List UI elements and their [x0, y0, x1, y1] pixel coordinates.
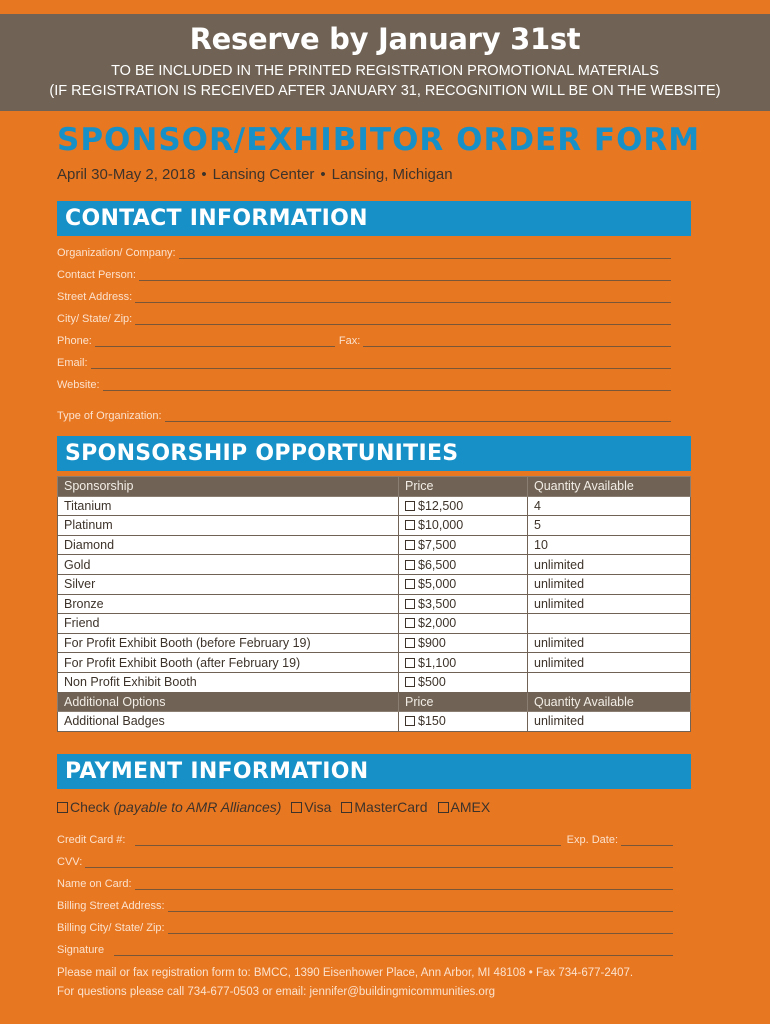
sponsorship-price-cell[interactable] — [399, 516, 528, 536]
table-row — [58, 516, 691, 536]
sponsorship-name-cell — [58, 614, 399, 634]
sponsorship-name-cell-text: Friend — [64, 616, 100, 631]
additional-name-cell-text: Additional Badges — [64, 714, 165, 729]
table-row — [58, 653, 691, 673]
billing-street-label: Billing Street Address: — [57, 900, 165, 912]
sponsorship-price-cell[interactable] — [399, 614, 528, 634]
sponsorship-qty-cell-text: 10 — [534, 538, 548, 553]
sponsorship-qty-cell-text: unlimited — [534, 577, 585, 592]
event-details — [57, 166, 453, 183]
table-row — [58, 633, 691, 653]
billing-city-field[interactable] — [57, 920, 673, 934]
table-row — [58, 496, 691, 516]
org-type-field[interactable] — [57, 408, 671, 422]
street-address-line[interactable] — [135, 293, 671, 303]
checkbox-icon[interactable] — [405, 638, 415, 648]
additional-qty-cell-text: unlimited — [534, 714, 585, 729]
additional-header-row — [58, 692, 691, 712]
credit-card-label: Credit Card #: — [57, 834, 126, 846]
checkbox-icon[interactable] — [405, 658, 415, 668]
table-row — [58, 594, 691, 614]
checkbox-icon[interactable] — [405, 599, 415, 609]
sponsorship-name-cell — [58, 594, 399, 614]
sponsorship-table — [57, 476, 691, 732]
cvv-label: CVV: — [57, 856, 83, 868]
billing-city-label: Billing City/ State/ Zip: — [57, 922, 165, 934]
sponsorship-name-cell — [58, 496, 399, 516]
check-note: (payable to AMR Alliances) — [113, 799, 282, 815]
sponsorship-qty-cell — [528, 633, 691, 653]
sponsorship-price-cell[interactable] — [399, 672, 528, 692]
sponsorship-name-cell-text: Gold — [64, 557, 91, 572]
column-header: Additional Options — [58, 692, 399, 712]
exp-date-line[interactable] — [621, 836, 673, 846]
credit-card-field[interactable] — [57, 832, 673, 846]
sponsorship-price-cell-text: $2,000 — [418, 616, 457, 631]
cvv-field[interactable] — [57, 854, 673, 868]
sponsorship-qty-cell — [528, 516, 691, 536]
city-state-zip-line[interactable] — [135, 315, 671, 325]
banner-title: Reserve by January 31st — [189, 22, 581, 56]
sponsorship-name-cell — [58, 555, 399, 575]
sponsorship-qty-cell — [528, 614, 691, 634]
sponsorship-price-cell-text: $10,000 — [418, 518, 464, 533]
event-venue: Lansing Center — [212, 166, 315, 183]
check-label: Check — [70, 799, 110, 815]
checkbox-icon[interactable] — [438, 802, 449, 813]
sponsorship-heading: SPONSORSHIP OPPORTUNITIES — [57, 436, 691, 471]
table-row — [58, 712, 691, 732]
fax-label: Fax: — [338, 335, 361, 347]
sponsorship-qty-cell — [528, 574, 691, 594]
phone-fax-field[interactable] — [57, 333, 671, 347]
sponsorship-price-cell[interactable] — [399, 594, 528, 614]
sponsorship-name-cell — [58, 516, 399, 536]
sponsorship-qty-cell — [528, 653, 691, 673]
checkbox-icon[interactable] — [405, 501, 415, 511]
payment-methods — [57, 799, 490, 815]
column-header: Quantity Available — [528, 692, 691, 712]
sponsorship-name-cell — [58, 633, 399, 653]
payment-heading: PAYMENT INFORMATION — [57, 754, 691, 789]
sponsorship-qty-cell — [528, 535, 691, 555]
separator-dot: • — [320, 166, 326, 183]
additional-name-cell — [58, 712, 399, 732]
website-field[interactable] — [57, 377, 671, 391]
checkbox-icon[interactable] — [341, 802, 352, 813]
name-on-card-line[interactable] — [135, 880, 673, 890]
sponsorship-price-cell-text: $5,000 — [418, 577, 457, 592]
cvv-line[interactable] — [85, 858, 673, 868]
checkbox-icon[interactable] — [405, 560, 415, 570]
email-field[interactable] — [57, 355, 671, 369]
sponsorship-price-cell[interactable] — [399, 574, 528, 594]
table-row — [58, 672, 691, 692]
contact-person-line[interactable] — [139, 271, 671, 281]
signature-field[interactable] — [57, 942, 673, 956]
billing-street-line[interactable] — [168, 902, 673, 912]
checkbox-icon[interactable] — [57, 802, 68, 813]
sponsorship-price-cell-text: $500 — [418, 675, 446, 690]
organization-line[interactable] — [179, 249, 671, 259]
check-option[interactable] — [57, 799, 281, 815]
additional-price-cell[interactable] — [399, 712, 528, 732]
sponsorship-name-cell-text: Platinum — [64, 518, 113, 533]
form-title: SPONSOR/EXHIBITOR ORDER FORM — [57, 122, 701, 158]
credit-card-line[interactable] — [135, 836, 560, 846]
additional-price-cell-text: $150 — [418, 714, 446, 729]
organization-label: Organization/ Company: — [57, 247, 176, 259]
checkbox-icon[interactable] — [405, 579, 415, 589]
name-on-card-field[interactable] — [57, 876, 673, 890]
sponsorship-price-cell-text: $12,500 — [418, 498, 464, 513]
visa-label: Visa — [304, 799, 332, 815]
mastercard-label: MasterCard — [354, 799, 428, 815]
email-label: Email: — [57, 357, 88, 369]
sponsorship-name-cell-text: For Profit Exhibit Booth (before February 19) — [64, 636, 311, 651]
checkbox-icon[interactable] — [291, 802, 302, 813]
sponsorship-qty-cell-text: unlimited — [534, 636, 585, 651]
street-address-field[interactable] — [57, 289, 671, 303]
table-row — [58, 555, 691, 575]
sponsorship-qty-cell-text: 4 — [534, 498, 541, 513]
billing-street-field[interactable] — [57, 898, 673, 912]
sponsorship-name-cell — [58, 672, 399, 692]
checkbox-icon[interactable] — [405, 677, 415, 687]
city-state-zip-field[interactable] — [57, 311, 671, 325]
sponsorship-qty-cell-text: unlimited — [534, 655, 585, 670]
event-city: Lansing, Michigan — [331, 166, 453, 183]
checkbox-icon[interactable] — [405, 520, 415, 530]
signature-line[interactable] — [114, 946, 673, 956]
org-type-label: Type of Organization: — [57, 410, 162, 422]
sponsorship-price-cell-text: $6,500 — [418, 557, 457, 572]
table-row — [58, 574, 691, 594]
sponsorship-name-cell — [58, 653, 399, 673]
exp-date-label: Exp. Date: — [566, 834, 618, 846]
billing-city-line[interactable] — [168, 924, 673, 934]
contact-person-field[interactable] — [57, 267, 671, 281]
sponsorship-price-cell-text: $7,500 — [418, 538, 457, 553]
sponsorship-name-cell-text: Titanium — [64, 498, 112, 513]
sponsorship-name-cell-text: Silver — [64, 577, 96, 592]
sponsorship-price-cell[interactable] — [399, 653, 528, 673]
fax-line[interactable] — [363, 337, 671, 347]
visa-option[interactable] — [291, 799, 331, 815]
sponsorship-name-cell — [58, 574, 399, 594]
table-header-row — [58, 477, 691, 497]
sponsorship-name-cell-text: Bronze — [64, 596, 104, 611]
amex-option[interactable] — [438, 799, 491, 815]
column-header: Price — [399, 692, 528, 712]
column-header: Price — [399, 477, 528, 497]
phone-label: Phone: — [57, 335, 92, 347]
questions-contact: For questions please call 734-677-0503 or email: jennifer@buildingmicommunities.org — [57, 986, 496, 998]
sponsorship-qty-cell — [528, 672, 691, 692]
banner-line-2: (IF REGISTRATION IS RECEIVED AFTER JANUARY 31, RECOGNITION WILL BE ON THE WEBSITE) — [49, 83, 721, 99]
sponsorship-price-cell-text: $3,500 — [418, 596, 457, 611]
sponsorship-price-cell-text: $1,100 — [418, 655, 457, 670]
city-state-zip-label: City/ State/ Zip: — [57, 313, 133, 325]
table-row — [58, 614, 691, 634]
website-line[interactable] — [103, 381, 671, 391]
sponsorship-name-cell-text: Diamond — [64, 538, 115, 553]
amex-label: AMEX — [450, 799, 491, 815]
separator-dot: • — [201, 166, 207, 183]
sponsorship-qty-cell — [528, 496, 691, 516]
contact-heading: CONTACT INFORMATION — [57, 201, 691, 236]
mastercard-option[interactable] — [341, 799, 427, 815]
org-type-line[interactable] — [165, 412, 671, 422]
sponsorship-name-cell-text: Non Profit Exhibit Booth — [64, 675, 197, 690]
mail-instructions: Please mail or fax registration form to: BMCC, 1390 Eisenhower Place, Ann Arbor, MI 48108 • Fax 734-677-2407. — [57, 967, 634, 979]
sponsorship-qty-cell — [528, 594, 691, 614]
additional-qty-cell — [528, 712, 691, 732]
website-label: Website: — [57, 379, 100, 391]
checkbox-icon[interactable] — [405, 618, 415, 628]
checkbox-icon[interactable] — [405, 716, 415, 726]
sponsorship-price-cell[interactable] — [399, 633, 528, 653]
sponsorship-qty-cell — [528, 555, 691, 575]
sponsorship-price-cell[interactable] — [399, 535, 528, 555]
sponsorship-qty-cell-text: unlimited — [534, 596, 585, 611]
sponsorship-price-cell[interactable] — [399, 496, 528, 516]
sponsorship-qty-cell-text: unlimited — [534, 557, 585, 572]
banner-line-1: TO BE INCLUDED IN THE PRINTED REGISTRATION PROMOTIONAL MATERIALS — [111, 63, 659, 79]
table-row — [58, 535, 691, 555]
column-header: Sponsorship — [58, 477, 399, 497]
organization-field[interactable] — [57, 245, 671, 259]
contact-person-label: Contact Person: — [57, 269, 136, 281]
name-on-card-label: Name on Card: — [57, 878, 132, 890]
sponsorship-name-cell-text: For Profit Exhibit Booth (after February 19) — [64, 655, 301, 670]
signature-label: Signature — [57, 944, 105, 956]
checkbox-icon[interactable] — [405, 540, 415, 550]
phone-line[interactable] — [95, 337, 335, 347]
event-dates: April 30-May 2, 2018 — [57, 166, 196, 183]
sponsorship-name-cell — [58, 535, 399, 555]
column-header: Quantity Available — [528, 477, 691, 497]
reserve-banner — [0, 14, 770, 111]
street-address-label: Street Address: — [57, 291, 133, 303]
email-line[interactable] — [91, 359, 671, 369]
sponsorship-price-cell[interactable] — [399, 555, 528, 575]
sponsorship-qty-cell-text: 5 — [534, 518, 541, 533]
sponsorship-price-cell-text: $900 — [418, 636, 446, 651]
